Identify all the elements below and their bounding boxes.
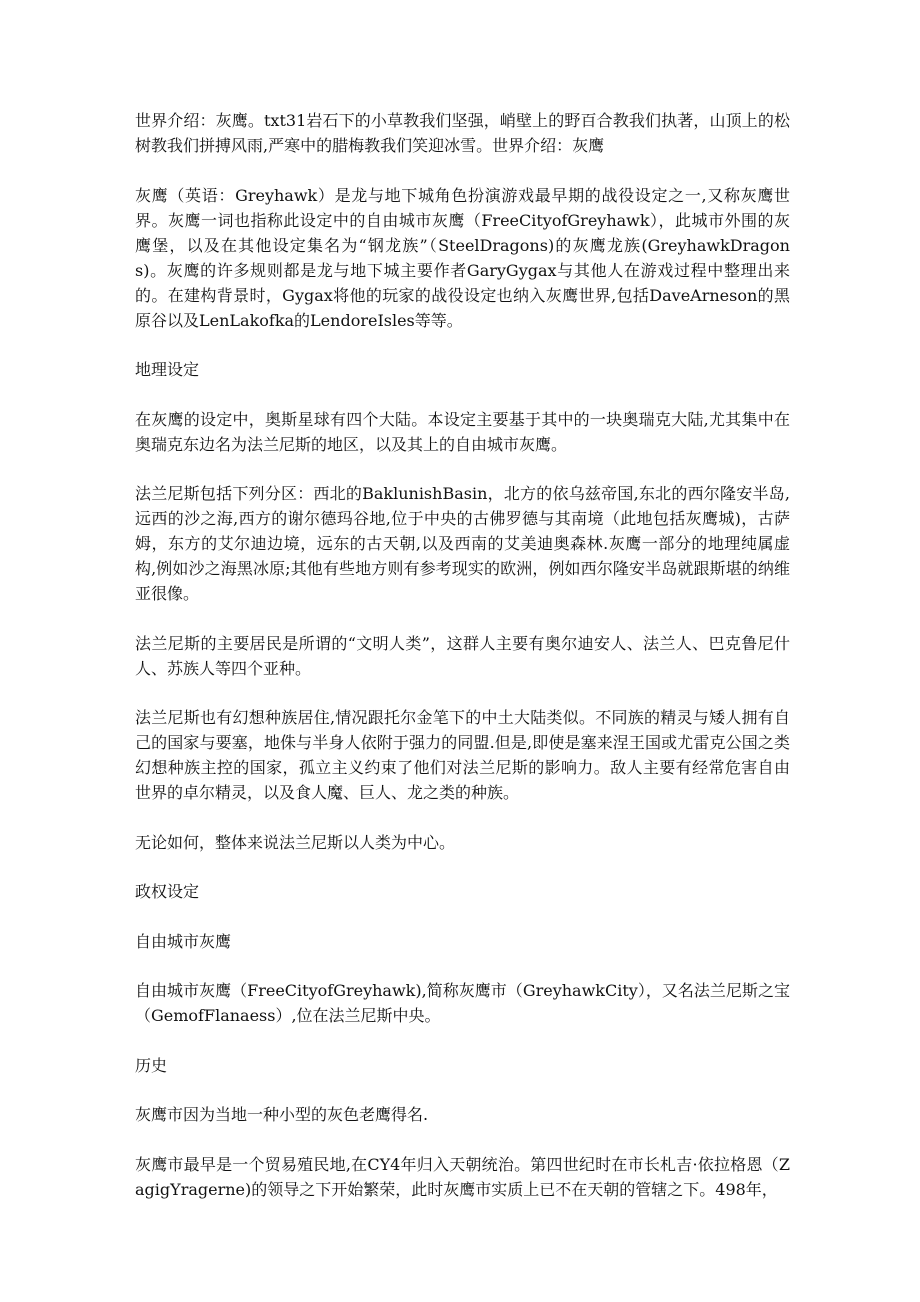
regions-paragraph: 法兰尼斯包括下列分区：西北的BaklunishBasin，北方的依乌兹帝国,东北的西尔隆安半岛,远西的沙之海,西方的谢尔德玛谷地,位于中央的古佛罗德与其南境（此地包括灰鹰城)，古萨姆，东方的艾尔迪边境，远东的古天朝,以及西南的艾美迪奥森林.灰鹰一部分的地理纯属虚构,例如沙之海黑冰原;其他有些地方则有参考现实的欧洲，例如西尔隆安半岛就跟斯堪的纳维亚很像。 xyxy=(135,484,790,603)
geography-paragraph: 在灰鹰的设定中，奥斯星球有四个大陆。本设定主要基于其中的一块奥瑞克大陆,尤其集中在奥瑞克东边名为法兰尼斯的地区，以及其上的自由城市灰鹰。 xyxy=(135,409,790,454)
section-heading-geography: 地理设定 xyxy=(135,360,200,379)
history-paragraph: 灰鹰市最早是一个贸易殖民地,在CY4年归入天朝统治。第四世纪时在市长札吉·依拉格恩（ZagigYragerne)的领导之下开始繁荣，此时灰鹰市实质上已不在天朝的管辖之下。498年， xyxy=(135,1154,790,1199)
fantasy-races-paragraph: 法兰尼斯也有幻想种族居住,情况跟托尔金笔下的中土大陆类似。不同族的精灵与矮人拥有自己的国家与要塞，地侏与半身人依附于强力的同盟.但是,即使是塞来涅王国或尤雷克公国之类幻想种族主控的国家，孤立主义约束了他们对法兰尼斯的影响力。敌人主要有经常危害自由世界的卓尔精灵，以及食人魔、巨人、龙之类的种族。 xyxy=(135,708,790,802)
inhabitants-paragraph: 法兰尼斯的主要居民是所谓的“文明人类”，这群人主要有奥尔迪安人、法兰人、巴克鲁尼什人、苏族人等四个亚种。 xyxy=(135,633,790,678)
city-name-paragraph: 灰鹰市因为当地一种小型的灰色老鹰得名. xyxy=(135,1105,429,1124)
human-centric-paragraph: 无论如何，整体来说法兰尼斯以人类为中心。 xyxy=(135,832,456,852)
section-heading-free-city: 自由城市灰鹰 xyxy=(135,931,232,951)
overview-paragraph: 灰鹰（英语：Greyhawk）是龙与地下城角色扮演游戏最早期的战役设定之一,又称灰鹰世界。灰鹰一词也指称此设定中的自由城市灰鹰（FreeCityofGreyhawk），此城市外围的灰鹰堡，以及在其他设定集名为“钢龙族”（SteelDragons)的灰鹰龙族(GreyhawkDragons)。灰鹰的许多规则都是龙与地下城主要作者GaryGygax与其他人在游戏过程中整理出来的。在建构背景时，Gygax将他的玩家的战役设定也纳入灰鹰世界,包括DaveArneson的黑原谷以及LenLakofka的LendoreIsles等等。 xyxy=(135,185,790,330)
document-body xyxy=(135,108,790,1226)
intro-paragraph: 世界介绍：灰鹰。txt31岩石下的小草教我们坚强，峭壁上的野百合教我们执著，山顶上的松树教我们拼搏风雨,严寒中的腊梅教我们笑迎冰雪。世界介绍：灰鹰 xyxy=(135,111,790,155)
free-city-paragraph: 自由城市灰鹰（FreeCityofGreyhawk),简称灰鹰市（GreyhawkCity），又名法兰尼斯之宝（GemofFlanaess）,位在法兰尼斯中央。 xyxy=(135,981,790,1025)
section-heading-history: 历史 xyxy=(135,1055,168,1075)
section-heading-politics: 政权设定 xyxy=(135,882,200,901)
